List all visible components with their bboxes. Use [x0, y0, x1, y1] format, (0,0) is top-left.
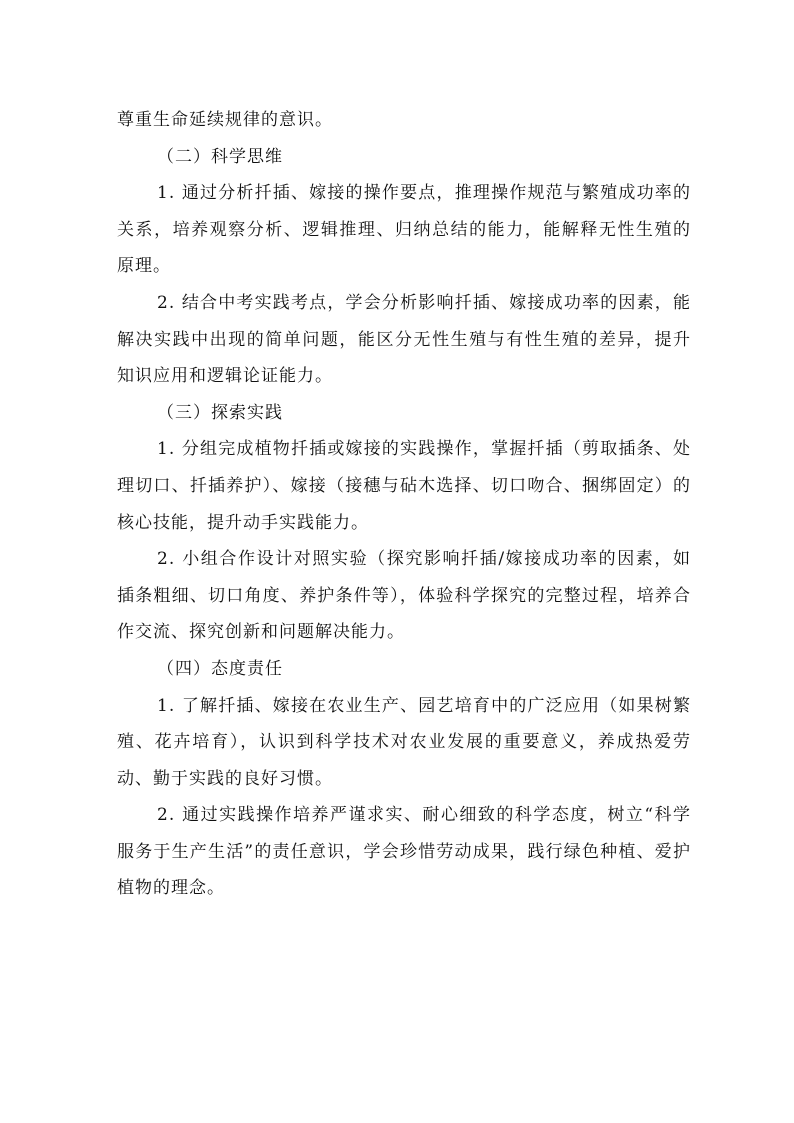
attitude-responsibility-item-1: 1. 了解扦插、嫁接在农业生产、园艺培育中的广泛应用（如果树繁殖、花卉培育），认识到科学技术对农业发展的重要意义，养成热爱劳动、勤于实践的良好习惯。 — [117, 695, 691, 789]
document-body — [117, 102, 691, 907]
scientific-thinking-item-1: 1. 通过分析扦插、嫁接的操作要点，推理操作规范与繁殖成功率的关系，培养观察分析、逻辑推理、归纳总结的能力，能解释无性生殖的原理。 — [117, 183, 691, 277]
attitude-responsibility-item-2: 2. 通过实践操作培养严谨求实、耐心细致的科学态度，树立“科学服务于生产生活”的责任意识，学会珍惜劳动成果，践行绿色种植、爱护植物的理念。 — [117, 805, 691, 899]
paragraph-continuation: 尊重生命延续规律的意识。 — [117, 110, 333, 130]
section-heading-scientific-thinking: （二）科学思维 — [157, 146, 283, 167]
section-heading-attitude-responsibility: （四）态度责任 — [157, 658, 283, 679]
inquiry-practice-item-2: 2. 小组合作设计对照实验（探究影响扦插/嫁接成功率的因素，如插条粗细、切口角度、养护条件等），体验科学探究的完整过程，培养合作交流、探究创新和问题解决能力。 — [117, 549, 691, 643]
section-heading-inquiry-practice: （三）探索实践 — [157, 402, 283, 423]
inquiry-practice-item-1: 1. 分组完成植物扦插或嫁接的实践操作，掌握扦插（剪取插条、处理切口、扦插养护）、嫁接（接穗与砧木选择、切口吻合、捆绑固定）的核心技能，提升动手实践能力。 — [117, 439, 691, 533]
scientific-thinking-item-2: 2. 结合中考实践考点，学会分析影响扦插、嫁接成功率的因素，能解决实践中出现的简单问题，能区分无性生殖与有性生殖的差异，提升知识应用和逻辑论证能力。 — [117, 292, 691, 387]
